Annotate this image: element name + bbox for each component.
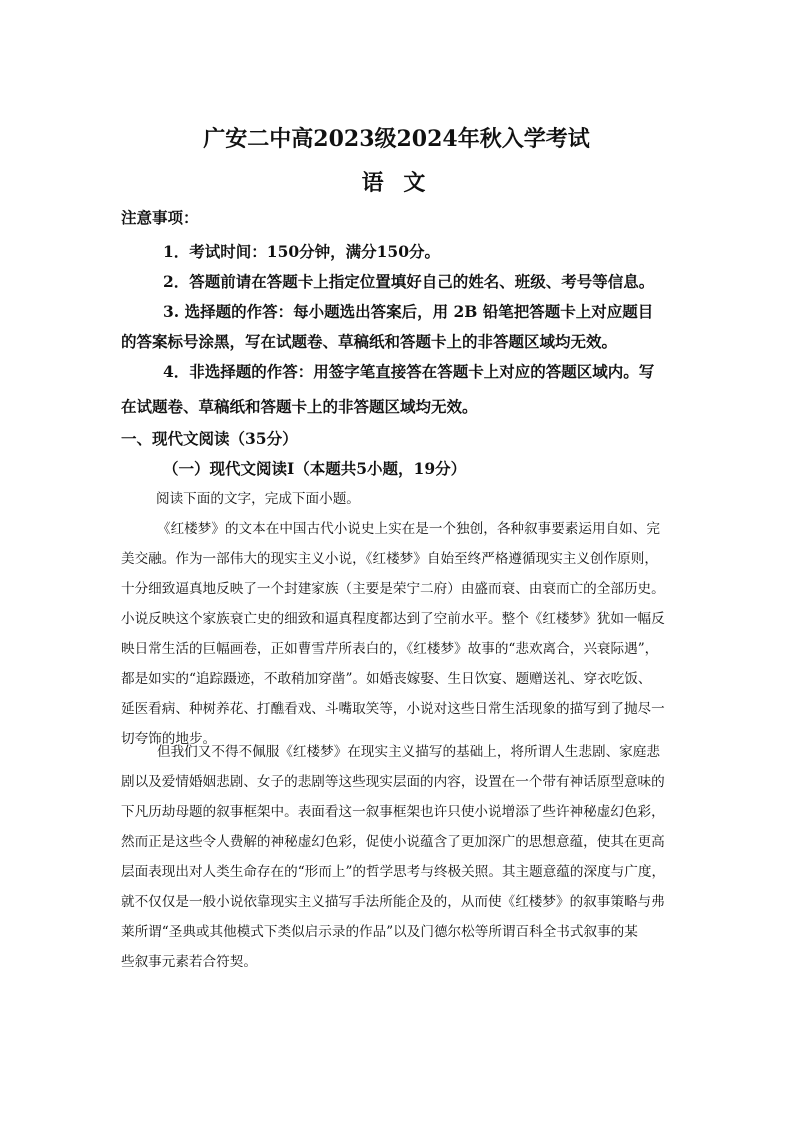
notice-item-3-line-1: 3. 选择题的作答：每小题选出答案后，用 2B 铅笔把答题卡上对应题目 — [163, 302, 654, 321]
paragraph-line: 些叙事元素若合符契。 — [121, 954, 257, 970]
paragraph-line: 莱所谓“圣典或其他模式下类似启示录的作品”以及门德尔松等所谓百科全书式叙事的某 — [121, 924, 638, 940]
subsection-heading: （一）现代文阅读I（本题共5小题，19分） — [163, 459, 467, 478]
exam-title: 广安二中高2023级2024年秋入学考试 — [203, 126, 590, 152]
notice-heading: 注意事项： — [121, 208, 199, 227]
paragraph-line: 就不仅仅是一般小说依靠现实主义描写手法所能企及的，从而使《红楼梦》的叙事策略与弗 — [121, 894, 665, 910]
passage-paragraph-2 — [121, 737, 681, 977]
section-heading: 一、现代文阅读（35分） — [121, 429, 298, 448]
notice-item-4-line-2: 在试题卷、草稿纸和答题卡上的非答题区域均无效。 — [121, 397, 478, 416]
paragraph-line: 《红楼梦》的文本在中国古代小说史上实在是一个独创，各种叙事要素运用自如、完 — [157, 521, 660, 537]
paragraph-line: 都是如实的“追踪蹑迹，不敢稍加穿凿”。如婚丧嫁娶、生日饮宴、题赠送礼、穿衣吃饭、 — [121, 671, 652, 687]
paragraph-line: 美交融。作为一部伟大的现实主义小说，《红楼梦》自始至终严格遵循现实主义创作原则， — [121, 551, 658, 567]
paragraph-line: 然而正是这些令人费解的神秘虚幻色彩，促使小说蕴含了更加深广的思想意蕴，使其在更高 — [121, 834, 665, 850]
paragraph-line: 剧以及爱情婚姻悲剧、女子的悲剧等这些现实层面的内容，设置在一个带有神话原型意味的 — [121, 774, 665, 790]
paragraph-line: 小说反映这个家族衰亡史的细致和逼真程度都达到了空前水平。整个《红楼梦》犹如一幅反 — [121, 611, 665, 627]
reading-instruction: 阅读下面的文字，完成下面小题。 — [156, 491, 360, 507]
paragraph-line: 映日常生活的巨幅画卷，正如曹雪芹所表白的，《红楼梦》故事的“悲欢离合，兴衰际遇”， — [121, 641, 659, 657]
paragraph-line: 十分细致逼真地反映了一个封建家族（主要是荣宁二府）由盛而衰、由衰而亡的全部历史。 — [121, 581, 665, 597]
notice-item-4-line-1: 4．非选择题的作答：用签字笔直接答在答题卡上对应的答题区域内。写 — [163, 362, 655, 381]
passage-paragraph-1 — [121, 514, 681, 754]
paragraph-line: 但我们又不得不佩服《红楼梦》在现实主义描写的基础上，将所谓人生悲剧、家庭悲 — [157, 744, 660, 760]
paragraph-line: 延医看病、种树养花、打醮看戏、斗嘴取笑等，小说对这些日常生活现象的描写到了抛尽一 — [121, 701, 665, 717]
paragraph-line: 下凡历劫母题的叙事框架中。表面看这一叙事框架也许只使小说增添了些许神秘虚幻色彩， — [121, 804, 665, 820]
paragraph-line: 切夸饰的地步。 — [121, 731, 217, 747]
notice-item-3-line-2: 的答案标号涂黑，写在试题卷、草稿纸和答题卡上的非答题区域均无效。 — [121, 332, 618, 351]
notice-item-2: 2．答题前请在答题卡上指定位置填好自己的姓名、班级、考号等信息。 — [163, 272, 655, 291]
paragraph-line: 层面表现出对人类生命存在的“形而上”的哲学思考与终极关照。其主题意蕴的深度与广度， — [121, 864, 666, 880]
subject-title: 语 文 — [361, 170, 432, 196]
notice-item-1: 1．考试时间：150分钟，满分150分。 — [163, 242, 440, 261]
